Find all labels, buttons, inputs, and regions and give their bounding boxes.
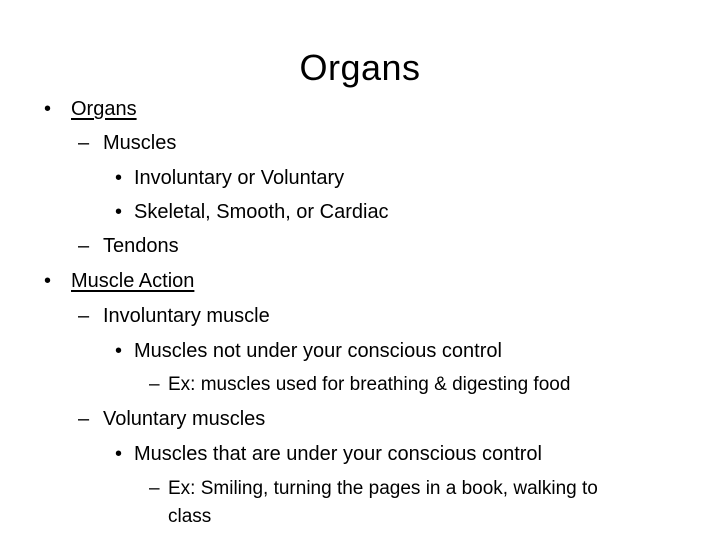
- bullet-text: Ex: muscles used for breathing & digesting food: [168, 374, 571, 395]
- bullet-marker: •: [44, 98, 52, 120]
- bullet-text: Muscle Action: [71, 270, 195, 292]
- slide-title: [0, 46, 720, 90]
- bullet-marker: •: [115, 340, 123, 362]
- dash-marker: –: [149, 374, 160, 395]
- bullet-marker: •: [115, 167, 123, 189]
- dash-marker: –: [78, 235, 90, 257]
- bullet-marker: •: [115, 201, 123, 223]
- bullet-text: Involuntary or Voluntary: [134, 167, 345, 189]
- bullet-text: Organs: [71, 98, 137, 120]
- bullet-text: Skeletal, Smooth, or Cardiac: [134, 201, 389, 223]
- dash-marker: –: [78, 132, 90, 154]
- dash-marker: –: [149, 478, 160, 499]
- dash-marker: –: [78, 408, 90, 430]
- bullet-text: Voluntary muscles: [103, 408, 266, 430]
- bullet-text: Ex: Smiling, turning the pages in a book, walking to: [168, 478, 598, 499]
- bullet-marker: •: [44, 270, 52, 292]
- slide-title-text: Organs: [299, 47, 421, 88]
- dash-marker: –: [78, 305, 90, 327]
- bullet-marker: •: [115, 443, 123, 465]
- bullet-text: Muscles not under your conscious control: [134, 340, 502, 362]
- bullet-text: class: [168, 506, 212, 527]
- bullet-text: Muscles: [103, 132, 177, 154]
- bullet-text: Tendons: [103, 235, 179, 257]
- bullet-text: Involuntary muscle: [103, 305, 270, 327]
- bullet-text: Muscles that are under your conscious control: [134, 443, 542, 465]
